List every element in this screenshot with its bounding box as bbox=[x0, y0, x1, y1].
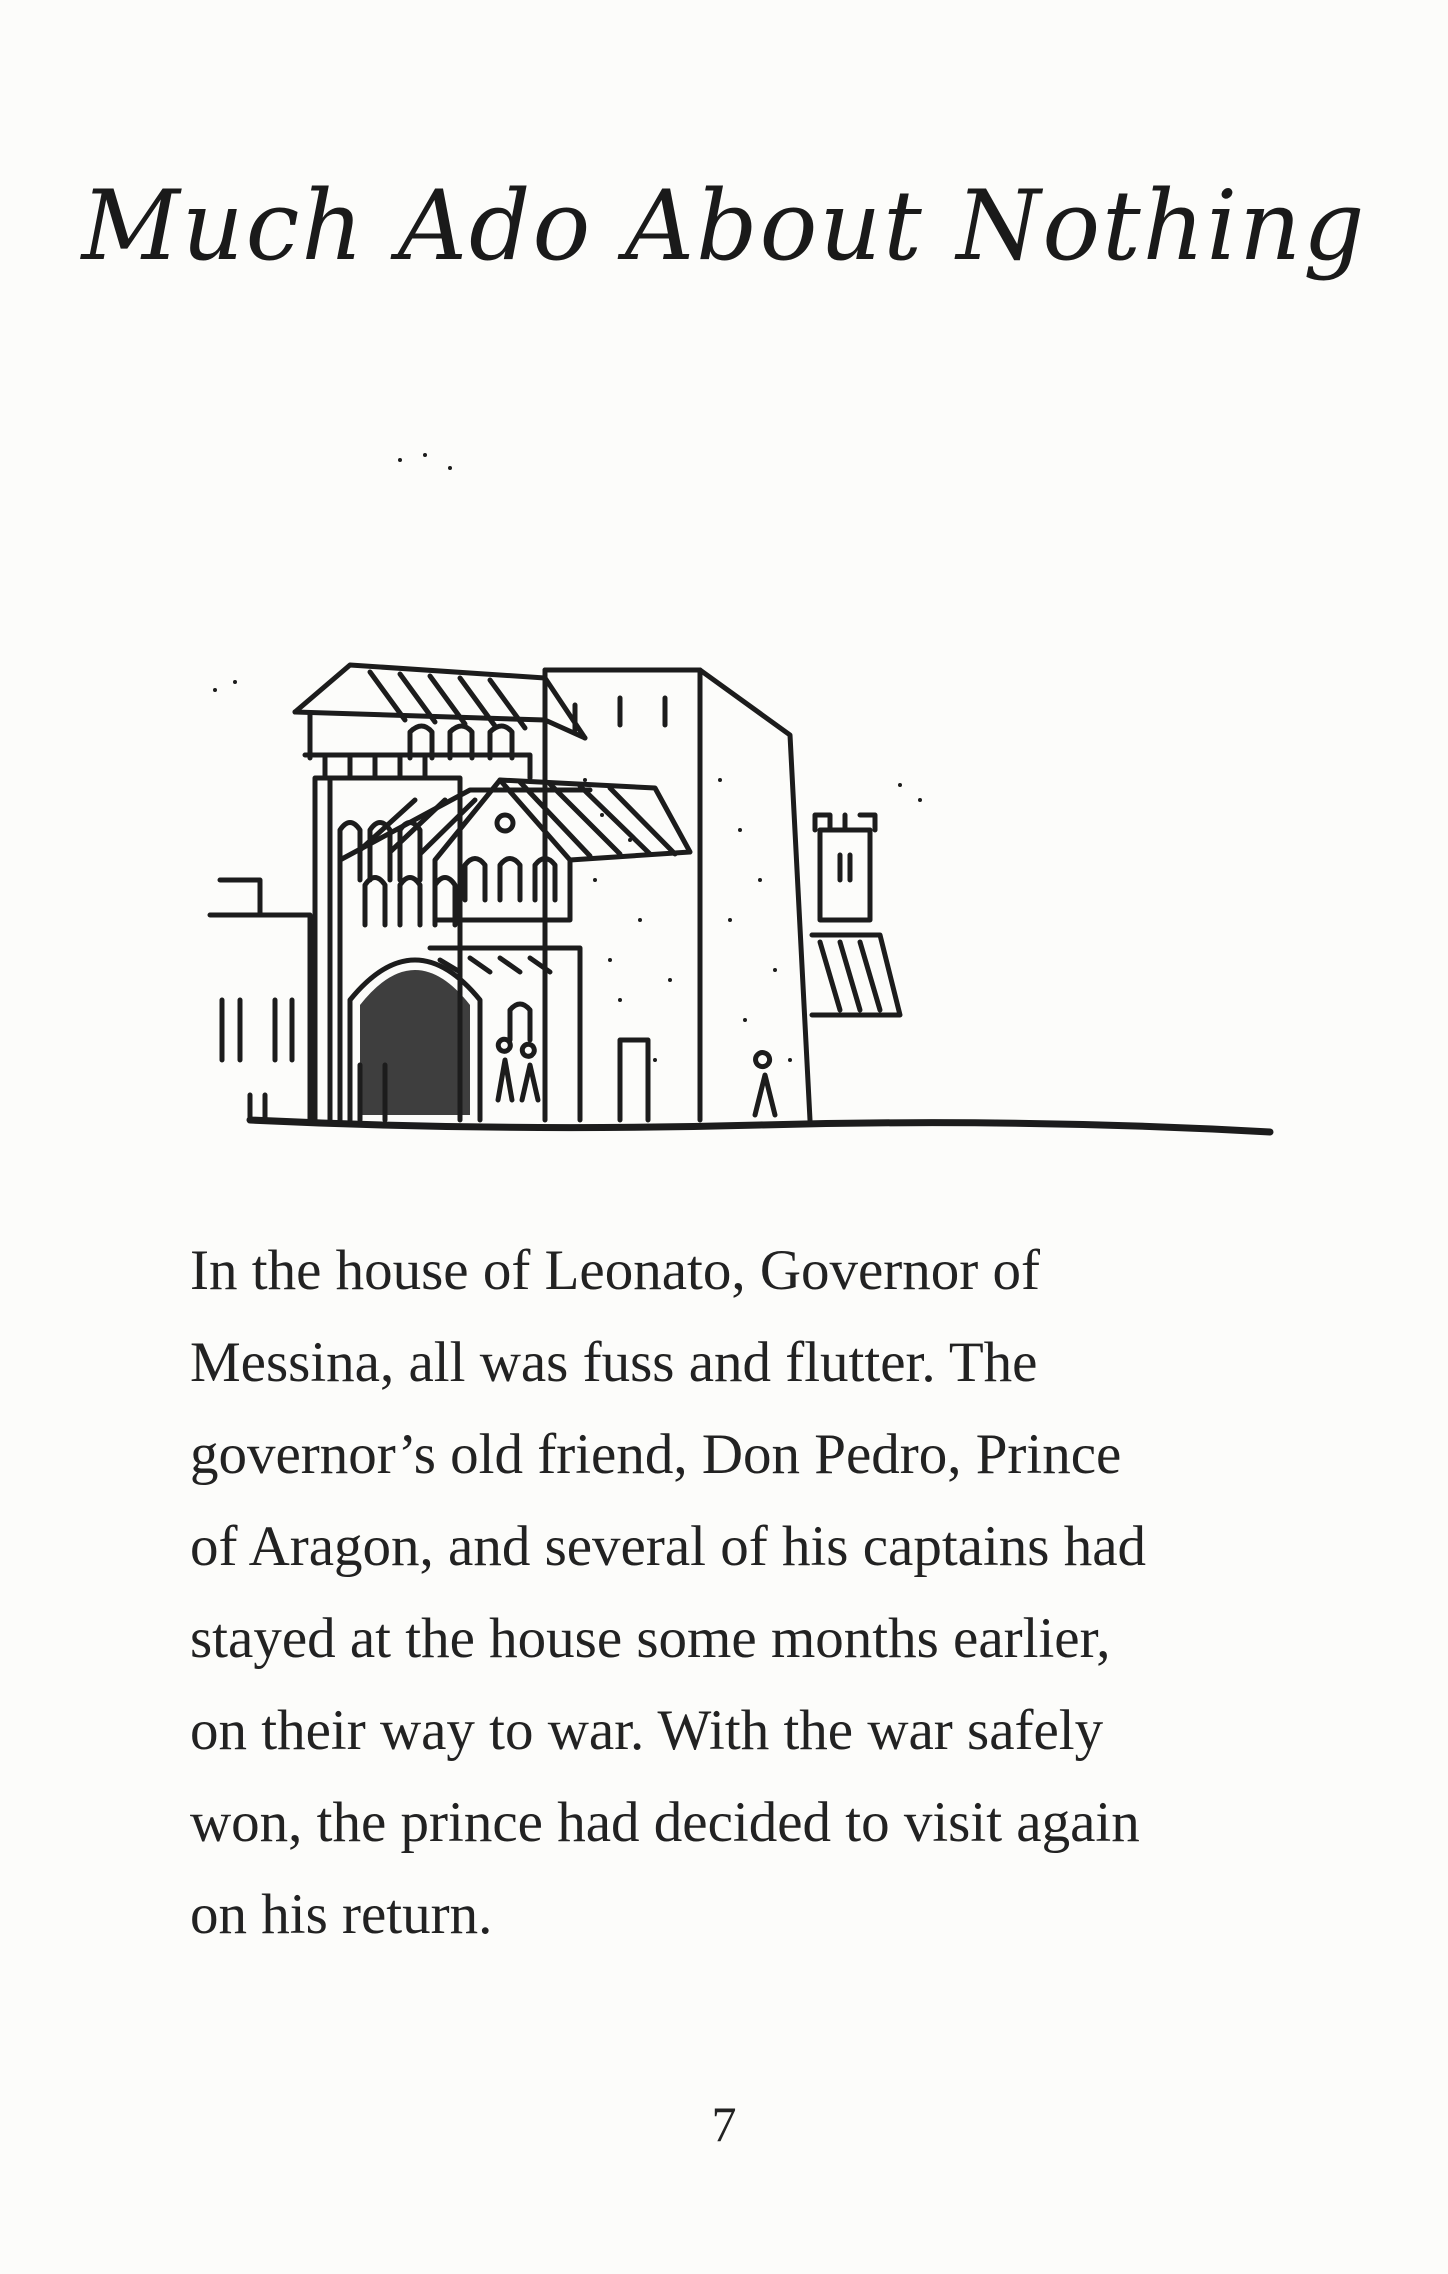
page-number: 7 bbox=[711, 2096, 737, 2152]
body-line: stayed at the house some months earlier, bbox=[190, 1607, 1111, 1670]
body-line: governor’s old friend, Don Pedro, Prince bbox=[190, 1423, 1122, 1486]
body-line: on their way to war. With the war safely bbox=[190, 1699, 1104, 1762]
body-line: won, the prince had decided to visit again bbox=[190, 1791, 1140, 1854]
castle-illustration-icon bbox=[200, 360, 1310, 1180]
body-paragraph bbox=[190, 1225, 1350, 1961]
body-line: In the house of Leonato, Governor of bbox=[190, 1239, 1040, 1302]
page-title: Much Ado About Nothing bbox=[81, 170, 1367, 282]
body-line: Messina, all was fuss and flutter. The bbox=[190, 1331, 1038, 1394]
body-line: on his return. bbox=[190, 1883, 493, 1946]
body-line: of Aragon, and several of his captains had bbox=[190, 1515, 1147, 1578]
